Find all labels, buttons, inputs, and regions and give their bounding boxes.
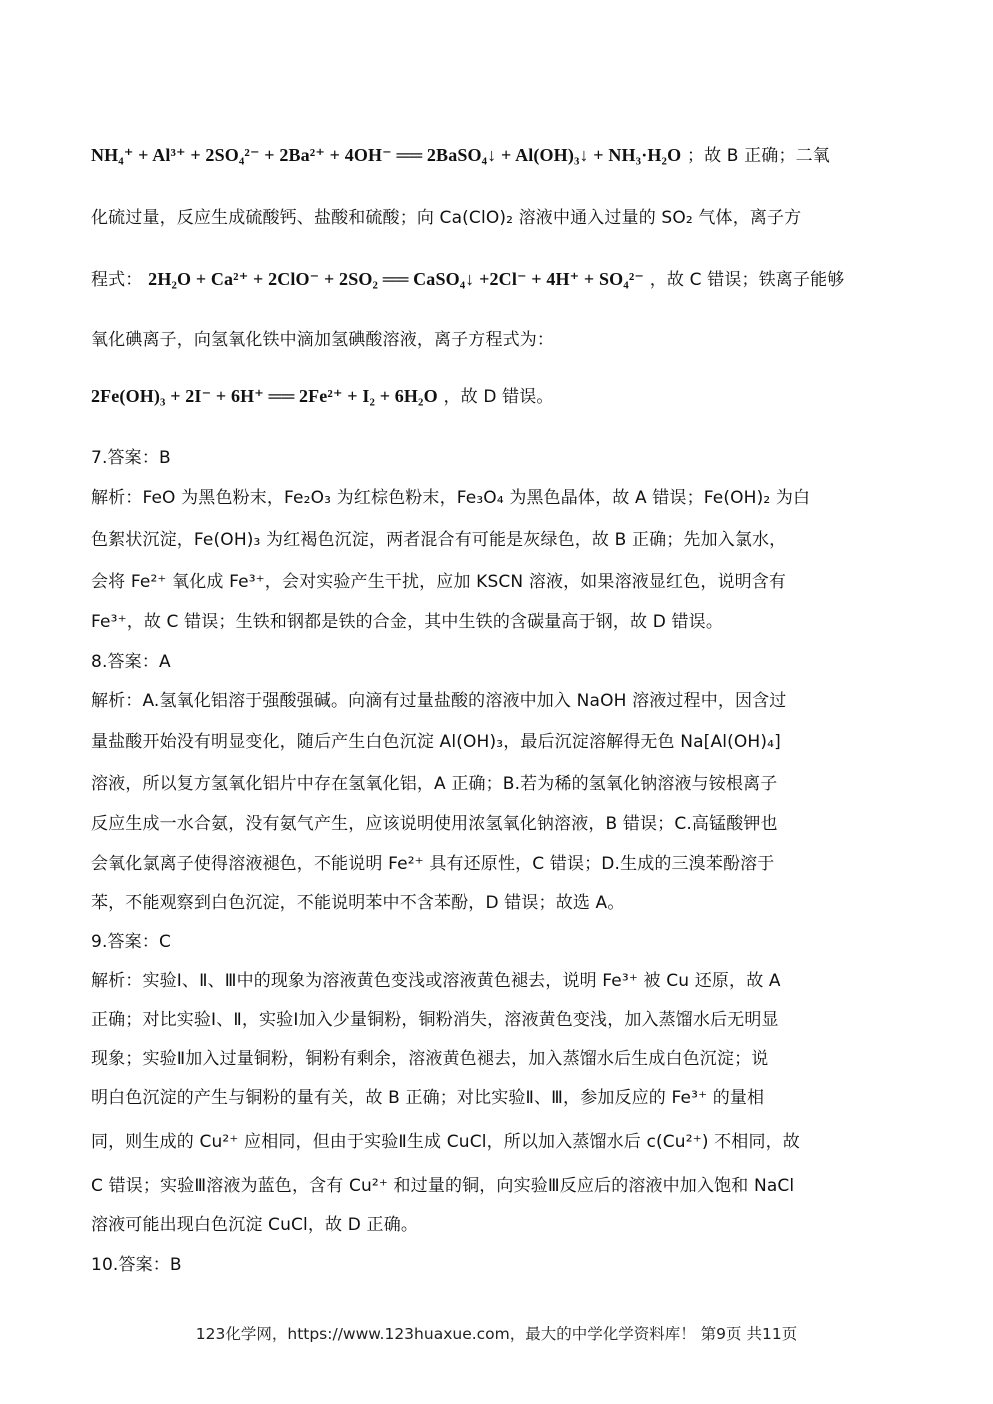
page-footer: 123化学网，https://www.123huaxue.com，最大的中学化学资料库！ 第9页 共11页 — [195, 1325, 798, 1343]
text-line: 会氧化氯离子使得溶液褪色，不能说明 Fe²⁺ 具有还原性，C 错误；D.生成的三溴苯酚溶于 — [91, 854, 775, 874]
answer-heading: 9.答案：C — [91, 932, 171, 952]
text-line: 化硫过量，反应生成硫酸钙、盐酸和硫酸；向 Ca(ClO)₂ 溶液中通入过量的 SO₂ 气体，离子方 — [91, 208, 802, 228]
text-line: 解析：A.氢氧化铝溶于强酸强碱。向滴有过量盐酸的溶液中加入 NaOH 溶液过程中，因含过 — [91, 691, 787, 711]
text-line: 解析：实验Ⅰ、Ⅱ、Ⅲ中的现象为溶液黄色变浅或溶液黄色褪去，说明 Fe³⁺ 被 Cu 还原，故 A — [91, 971, 781, 991]
text-line: 溶液，所以复方氢氧化铝片中存在氢氧化铝，A 正确；B.若为稀的氢氧化钠溶液与铵根离子 — [91, 774, 778, 794]
text-line: 现象；实验Ⅱ加入过量铜粉，铜粉有剩余，溶液黄色褪去，加入蒸馏水后生成白色沉淀；说 — [91, 1049, 769, 1069]
text-line: 量盐酸开始没有明显变化，随后产生白色沉淀 Al(OH)₃，最后沉淀溶解得无色 Na[Al(OH)₄] — [91, 732, 781, 752]
text-line: 同，则生成的 Cu²⁺ 应相同，但由于实验Ⅱ生成 CuCl，所以加入蒸馏水后 c(Cu²⁺) 不相同，故 — [91, 1132, 800, 1152]
answer-heading: 10.答案：B — [91, 1255, 182, 1275]
text-fragment: ，故 D 错误。 — [443, 387, 554, 407]
text-line: 解析：FeO 为黑色粉末，Fe₂O₃ 为红棕色粉末，Fe₃O₄ 为黑色晶体，故 A 错误；Fe(OH)₂ 为白 — [91, 488, 811, 508]
equation-line — [91, 141, 830, 166]
text-line: 正确；对比实验Ⅰ、Ⅱ，实验Ⅰ加入少量铜粉，铜粉消失，溶液黄色变浅，加入蒸馏水后无明显 — [91, 1010, 779, 1030]
ionic-equation: 2Fe(OH)₃ + 2I⁻ + 6H⁺ ══ 2Fe²⁺ + I₂ + 6H₂O — [91, 386, 438, 406]
text-line: 明白色沉淀的产生与铜粉的量有关，故 B 正确；对比实验Ⅱ、Ⅲ，参加反应的 Fe³⁺ 的量相 — [91, 1088, 765, 1108]
ionic-equation: NH₄⁺ + Al³⁺ + 2SO₄²⁻ + 2Ba²⁺ + 4OH⁻ ══ 2BaSO₄↓ + Al(OH)₃↓ + NH₃·H₂O — [91, 145, 682, 165]
text-line: 反应生成一水合氨，没有氨气产生，应该说明使用浓氢氧化钠溶液，B 错误；C.高锰酸钾也 — [91, 814, 778, 834]
text-line: 色絮状沉淀，Fe(OH)₃ 为红褐色沉淀，两者混合有可能是灰绿色，故 B 正确；先加入氯水， — [91, 530, 787, 550]
answer-heading: 7.答案：B — [91, 448, 171, 468]
text-line: 苯，不能观察到白色沉淀，不能说明苯中不含苯酚，D 错误；故选 A。 — [91, 893, 625, 913]
text-fragment: ，故 C 错误；铁离子能够 — [649, 270, 845, 290]
equation-line — [91, 382, 554, 407]
text-line: C 错误；实验Ⅲ溶液为蓝色，含有 Cu²⁺ 和过量的铜，向实验Ⅲ反应后的溶液中加入饱和 NaCl — [91, 1176, 795, 1196]
text-line: 氧化碘离子，向氢氧化铁中滴加氢碘酸溶液，离子方程式为： — [91, 330, 555, 350]
text-line: 溶液可能出现白色沉淀 CuCl，故 D 正确。 — [91, 1215, 418, 1235]
ionic-equation: 2H₂O + Ca²⁺ + 2ClO⁻ + 2SO₂ ══ CaSO₄↓ +2Cl⁻ + 4H⁺ + SO₄²⁻ — [148, 269, 645, 289]
answer-heading: 8.答案：A — [91, 652, 171, 672]
text-fragment: 程式： — [91, 270, 143, 290]
text-line: Fe³⁺，故 C 错误；生铁和钢都是铁的合金，其中生铁的含碳量高于钢，故 D 错误。 — [91, 612, 723, 632]
text-fragment: ；故 B 正确；二氧 — [686, 146, 830, 166]
text-line: 会将 Fe²⁺ 氧化成 Fe³⁺，会对实验产生干扰，应加 KSCN 溶液，如果溶液显红色，说明含有 — [91, 572, 787, 592]
equation-line — [91, 265, 844, 290]
